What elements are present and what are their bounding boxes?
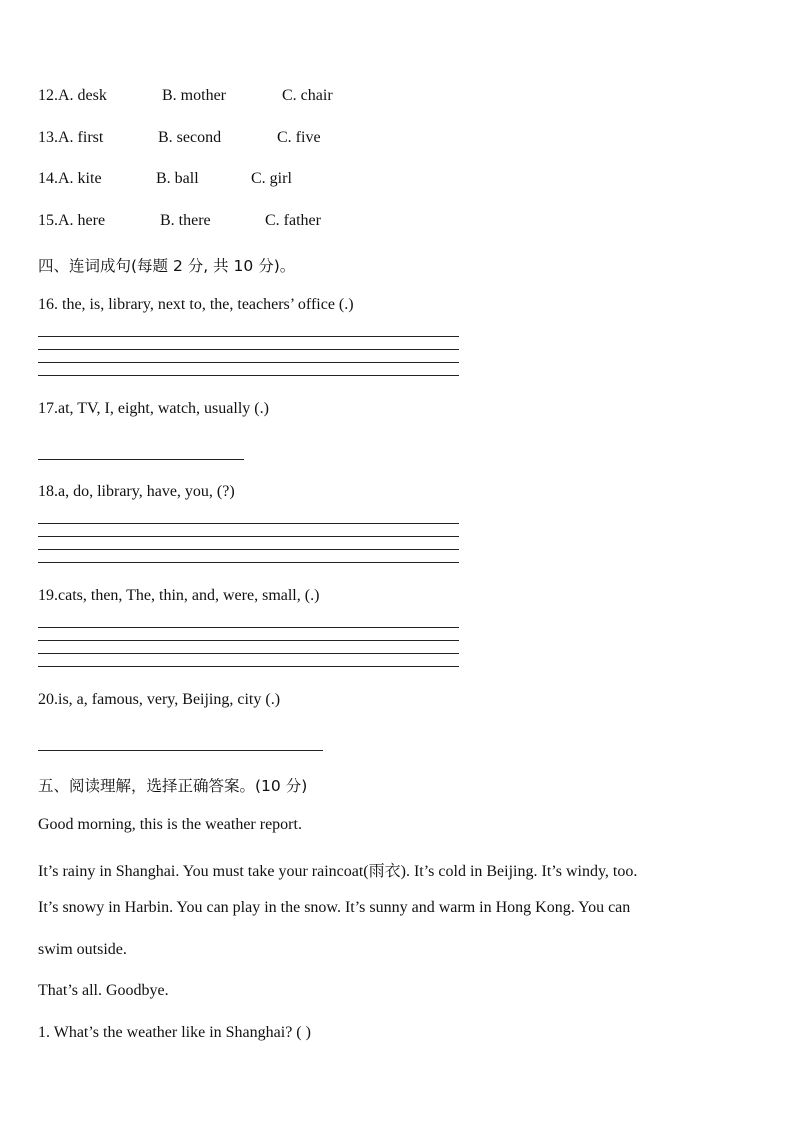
choice-b: B. mother — [162, 87, 226, 104]
reading-line-2: It’s rainy in Shanghai. You must take your raincoat(雨衣). It’s cold in Beijing. It’s windy, too. — [38, 863, 638, 880]
answer-line — [38, 375, 459, 376]
sentence-item-16: 16. the, is, library, next to, the, teachers’ office (.) — [38, 296, 354, 313]
choice-row-15 — [38, 212, 321, 230]
section4-heading: 四、连词成句(每题 2 分, 共 10 分)。 — [38, 257, 296, 275]
choice-label: 12.A. desk — [38, 87, 107, 104]
choice-b: B. there — [160, 212, 211, 229]
choice-row-12 — [38, 87, 333, 105]
reading-line-3: It’s snowy in Harbin. You can play in the snow. It’s sunny and warm in Hong Kong. You can — [38, 899, 631, 916]
answer-line — [38, 336, 459, 337]
answer-line — [38, 536, 459, 537]
choice-row-13 — [38, 129, 321, 147]
choice-b: B. ball — [156, 170, 199, 187]
sentence-item-20: 20.is, a, famous, very, Beijing, city (.) — [38, 691, 281, 708]
sentence-item-18: 18.a, do, library, have, you, (?) — [38, 483, 235, 500]
answer-line — [38, 459, 244, 460]
choice-c: C. five — [277, 129, 321, 146]
answer-line — [38, 562, 459, 563]
answer-line — [38, 362, 459, 363]
choice-label: 14.A. kite — [38, 170, 102, 187]
answer-line — [38, 653, 459, 654]
section5-heading: 五、阅读理解，选择正确答案。(10 分) — [38, 777, 308, 795]
sentence-item-19: 19.cats, then, The, thin, and, were, small, (.) — [38, 587, 320, 604]
answer-line — [38, 523, 459, 524]
choice-row-14 — [38, 170, 292, 188]
choice-label: 13.A. first — [38, 129, 104, 146]
choice-c: C. father — [265, 212, 321, 229]
question-1: 1. What’s the weather like in Shanghai? ( ) — [38, 1024, 311, 1041]
answer-line — [38, 627, 459, 628]
reading-line-1: Good morning, this is the weather report. — [38, 816, 302, 833]
sentence-item-17: 17.at, TV, I, eight, watch, usually (.) — [38, 400, 269, 417]
answer-line — [38, 349, 459, 350]
choice-label: 15.A. here — [38, 212, 106, 229]
choice-c: C. girl — [251, 170, 292, 187]
answer-line — [38, 640, 459, 641]
answer-line — [38, 666, 459, 667]
answer-line — [38, 750, 323, 751]
reading-line-5: That’s all. Goodbye. — [38, 982, 169, 999]
choice-c: C. chair — [282, 87, 333, 104]
choice-b: B. second — [158, 129, 222, 146]
reading-line-4: swim outside. — [38, 941, 127, 958]
answer-line — [38, 549, 459, 550]
